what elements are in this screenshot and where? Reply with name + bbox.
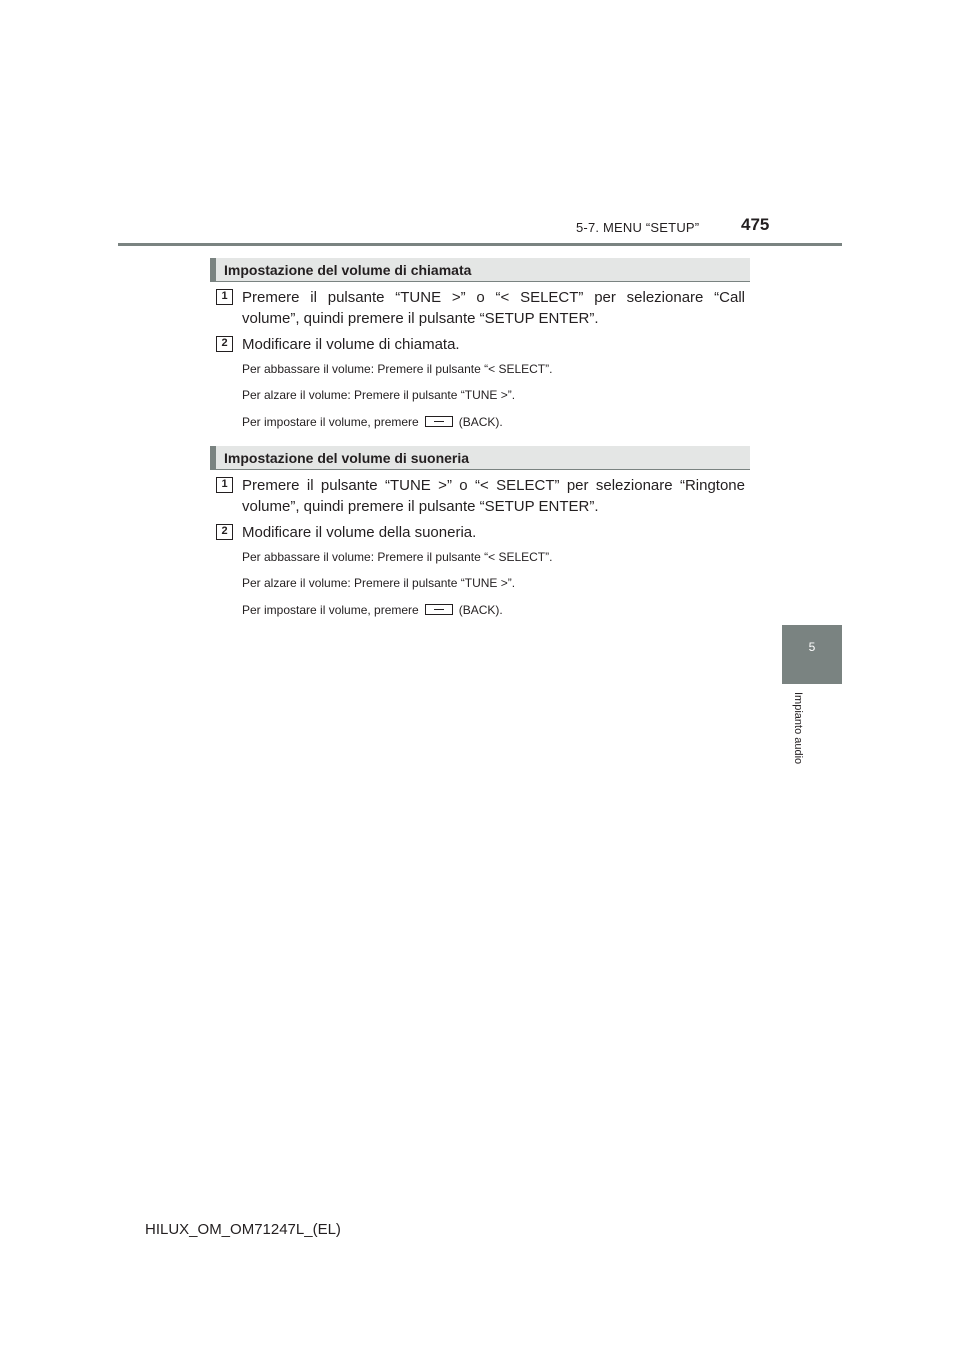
header-divider	[118, 243, 842, 246]
chapter-label: Impianto audio	[792, 692, 804, 765]
step-number-badge: 2	[216, 336, 233, 352]
note-set-volume-suffix: (BACK).	[458, 415, 503, 429]
chapter-tab	[782, 625, 842, 684]
step-number-badge: 1	[216, 289, 233, 305]
step-instruction-line: volume”, quindi premere il pulsante “SETUP ENTER”.	[242, 498, 599, 515]
step-instruction	[242, 287, 745, 329]
note-volume-up: Per alzare il volume: Premere il pulsante “TUNE >”.	[242, 576, 516, 590]
step-instruction-line: Premere il pulsante “TUNE >” o “< SELECT” per selezionare “Ringtone	[242, 477, 745, 494]
section-heading-call-volume: Impostazione del volume di chiamata	[210, 258, 750, 282]
step-number-badge: 2	[216, 524, 233, 540]
step-instruction-line: volume”, quindi premere il pulsante “SETUP ENTER”.	[242, 310, 599, 327]
note-set-volume-text: Per impostare il volume, premere	[242, 415, 419, 429]
step-instruction	[242, 475, 745, 517]
document-code: HILUX_OM_OM71247L_(EL)	[145, 1221, 341, 1238]
note-set-volume	[242, 414, 503, 430]
back-button-icon	[425, 416, 453, 427]
running-header: 5-7. MENU “SETUP”	[576, 220, 700, 235]
note-volume-down: Per abbassare il volume: Premere il pulsante “< SELECT”.	[242, 550, 553, 564]
page-number: 475	[741, 215, 770, 234]
step-instruction-line: Premere il pulsante “TUNE >” o “< SELECT” per selezionare “Call	[242, 289, 745, 306]
chapter-number: 5	[808, 640, 816, 654]
step-instruction: Modificare il volume di chiamata.	[242, 336, 460, 353]
note-volume-up: Per alzare il volume: Premere il pulsante “TUNE >”.	[242, 388, 516, 402]
step-number-badge: 1	[216, 477, 233, 493]
note-set-volume-suffix: (BACK).	[458, 603, 503, 617]
back-button-icon	[425, 604, 453, 615]
note-set-volume-text: Per impostare il volume, premere	[242, 603, 419, 617]
note-volume-down: Per abbassare il volume: Premere il pulsante “< SELECT”.	[242, 362, 553, 376]
note-set-volume	[242, 602, 503, 618]
section-heading-ringtone-volume: Impostazione del volume di suoneria	[210, 446, 750, 470]
step-instruction: Modificare il volume della suoneria.	[242, 524, 477, 541]
